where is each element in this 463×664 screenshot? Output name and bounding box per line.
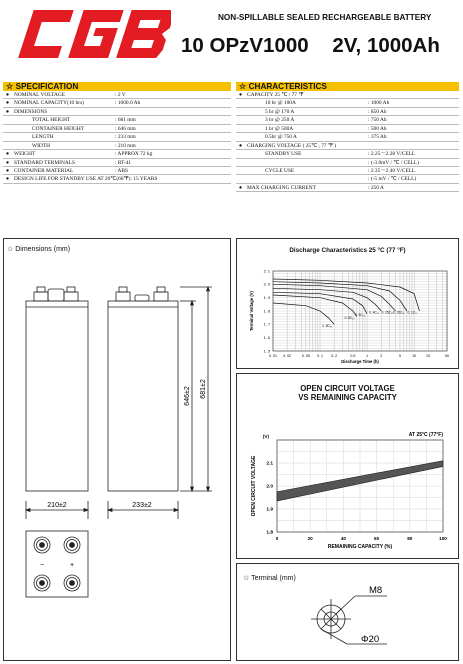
y-tick-label: 1. 7 [263,322,270,327]
row-label [236,159,265,167]
row-label [236,142,336,150]
row-label [236,116,294,124]
row-value: : 1000.0 Ah [115,100,141,107]
battery-front-view [26,287,88,519]
series-label: 0. 1C₁₀ [407,310,418,315]
bullet-icon: ● [5,108,10,115]
row-value: : (-3.0mV / ℃ / CELL) [368,159,419,166]
ocv-chart-title: OPEN CIRCUIT VOLTAGE VS REMAINING CAPACITY [298,384,397,402]
characteristics-title: ☆ CHARACTERISTICS [236,82,459,91]
row-label [3,116,70,124]
row-value: : APPROX 72 kg [115,151,153,158]
y-tick-label: 2. 1 [263,269,270,274]
row-label [3,150,35,158]
table-row [3,150,231,158]
row-label [3,108,47,116]
table-row [236,133,459,141]
series-label: 0. 15C₁₀ [393,310,405,315]
row-label-text: TOTAL HEIGHT [32,117,71,124]
row-value: : 2.25～2.28 V/CELL [368,151,416,158]
row-label [3,142,50,150]
bullet-icon: ● [5,92,10,98]
x-tick-label: 0. 05 [301,354,310,358]
chart-annotation: AT 25°C (77°F) [408,432,443,438]
bullet-icon: ● [238,92,243,98]
table-row [236,108,459,116]
row-label-text: 3 hr @ 250 A [265,117,295,124]
row-value: : 750 Ah [368,117,387,124]
y-tick-label: 1. 5 [263,349,270,354]
x-tick-label: 0. 02 [283,354,292,358]
x-axis-label: Discharge Time (h) [341,359,379,364]
terminal-panel [236,563,459,661]
row-label [236,175,265,183]
row-value: : 2 V [115,92,126,98]
table-row [3,99,231,107]
table-row [3,142,231,150]
row-label-text: 10 hr @ 100A [265,100,296,107]
row-label [236,99,296,107]
table-row [236,142,459,150]
ocv-chart [237,374,458,557]
terminal-core-0 [40,543,45,548]
y-tick-label: 1.8 [266,530,273,536]
row-value: : (-5 mV / ℃ / CELL) [368,176,417,183]
row-value: : 210 mm [115,142,136,149]
length-label: 233±2 [132,502,152,509]
row-value: : 850 Ah [368,108,387,115]
terminal-drawing [237,564,458,659]
logo-letter-0 [18,10,74,58]
table-row [236,116,459,124]
row-label [3,175,158,183]
y-tick-label: 2. 0 [263,282,270,287]
y-axis-label: Terminal Voltage (V) [249,291,254,331]
bullet-icon: ● [5,176,10,183]
y-tick-label: 1. 8 [263,309,270,314]
row-label-text: NOMINAL VOLTAGE [14,92,66,98]
battery-top-view [26,531,88,597]
width-label: 210±2 [47,502,67,509]
row-label-text: 1 hr @ 500A [265,125,294,132]
bullet-icon: ● [5,159,10,166]
minus-terminal-sign: − [39,562,45,569]
row-label [3,99,84,107]
terminal-title: ☆ Terminal (mm) [243,575,296,582]
plus-terminal-sign: + [69,562,75,569]
row-value: : 375 Ah [368,134,387,141]
discharge-chart [237,239,458,367]
row-label [3,167,73,175]
row-label [3,125,84,133]
battery-side-view [108,287,212,519]
x-tick-label: 100 [439,536,447,541]
x-axis-label: REMAINING CAPACITY (%) [327,544,393,550]
row-value: : ABS [115,167,129,174]
product-tagline: NON-SPILLABLE SEALED RECHARGEABLE BATTERY [218,13,432,22]
row-label-text: STANDARD TERMINALS [14,159,76,166]
y-unit-label: (V) [262,434,269,439]
dimensions-title: ☆ Dimensions (mm) [7,246,71,253]
cgb-logo-icon [5,6,171,62]
row-value: : 500 Ah [368,125,387,132]
series-label: 0. 6C₁₀ [355,313,366,318]
x-tick-label: 20 [307,536,313,541]
row-label-text: MAX CHARGING CURRENT [247,184,316,191]
series-label: 0. 25C₁₀ [381,310,394,315]
terminal-core-1 [70,543,75,548]
row-value: : 681 mm [115,117,136,124]
x-tick-label: 50 [445,354,449,358]
bullet-icon: ● [5,151,10,158]
row-label-text: WEIGHT [14,151,36,158]
discharge-chart-panel [236,238,459,369]
x-tick-label: 10 [412,354,417,358]
x-tick-label: 80 [407,536,413,541]
row-label-text: WIDTH [32,142,50,149]
row-label-text: DIMENSIONS [14,108,48,115]
table-row [236,167,459,175]
row-label-text: NOMINAL CAPACITY(10 hrs) [14,100,84,107]
table-row [3,167,231,175]
table-row [3,175,231,183]
rating: 2V, 1000Ah [332,34,440,57]
table-row [3,91,231,99]
row-label-text: CONTAINER HEIGHT [32,125,85,132]
table-row [236,91,459,99]
x-tick-label: 0. 1 [317,354,324,358]
diameter-label: Φ20 [361,634,380,645]
series-label: 1. 5C₁₀ [322,323,333,328]
y-tick-label: 2.1 [266,461,273,467]
y-tick-label: 2.0 [266,484,273,490]
x-tick-label: 40 [340,536,346,541]
series-label: 0. 8C₁₀ [344,315,355,320]
x-tick-label: 0. 01 [269,354,277,358]
x-tick-label: 0. 2 [331,354,338,358]
row-label [236,150,301,158]
total-height-label: 681±2 [200,379,207,399]
specification-table [3,82,231,227]
table-row [236,150,459,158]
row-value: : 646 mm [115,125,136,132]
bullet-icon: ● [5,100,10,107]
thread-label: M8 [369,585,383,596]
row-label-text: CAPACITY 25 ℃ / 77 ℉ [247,92,304,98]
characteristics-table [236,82,459,227]
x-tick-label: 2 [380,354,383,358]
x-tick-label: 5 [398,354,401,358]
bullet-icon: ● [238,184,243,191]
x-tick-label: 0 [275,536,279,541]
x-tick-label: 20 [426,354,431,358]
y-axis-label: OPEN CIRCUIT VOLTAGE [251,455,257,517]
specification-title: ☆ SPECIFICATION [3,82,231,91]
series-label: 0. 4C₁₀ [369,310,380,315]
logo-letter-2 [116,10,171,58]
row-label-text: CHARGING VOLTAGE ( 25℃ , 77 ℉ ) [247,142,337,149]
row-value: : 250 A [368,184,384,191]
row-label [236,91,303,99]
row-label [3,91,65,99]
table-row [236,184,459,192]
table-row [3,125,231,133]
row-label-text: CONTAINER MATERIAL [14,167,74,174]
ocv-chart-panel [236,373,459,559]
bullet-icon: ● [238,142,243,149]
table-row [3,133,231,141]
row-value: : 233 mm [115,134,136,141]
row-label-text [245,176,265,182]
dimensions-panel [3,238,231,661]
row-value: : RT-41 [115,159,132,166]
row-label [236,108,294,116]
model-title [181,34,463,58]
bullet-icon: ● [5,167,10,174]
row-label [236,167,294,175]
row-label [236,133,297,141]
table-row [3,108,231,116]
row-label-text: 5 hr @ 170 A [265,108,295,115]
row-label-text: STANDBY USE [265,151,302,158]
container-height-label: 646±2 [184,386,191,406]
table-row [236,175,459,183]
table-row [3,116,231,124]
discharge-chart-title: Discharge Characteristics 25 °C (77 °F) [289,247,406,254]
row-label-text: DESIGN LIFE FOR STANDBY USE AT 20℃(68℉): 15 YEARS [14,176,158,183]
x-tick-label: 1 [366,354,369,358]
brand-logo [5,6,171,67]
row-label-text [245,160,265,166]
row-value: : 2.35～2.40 V/CELL [368,167,416,174]
y-tick-label: 1. 9 [263,295,270,300]
row-label [236,184,316,192]
x-tick-label: 60 [374,536,380,541]
table-row [236,125,459,133]
table-row [236,159,459,167]
row-label [3,133,54,141]
model-name: 10 OPzV1000 [181,34,309,57]
logo-letter-1 [68,10,124,58]
x-tick-label: 0.5 [350,354,356,358]
row-value: : 1000 Ah [368,100,390,107]
row-label-text: CYCLE USE [265,167,295,174]
row-label [3,159,75,167]
row-label [236,125,293,133]
table-row [236,99,459,107]
terminal-core-3 [70,581,75,586]
y-tick-label: 1. 6 [263,335,270,340]
row-label-text: LENGTH [32,134,54,141]
y-tick-label: 1.9 [266,507,273,513]
dimensions-drawing [4,239,230,659]
row-label-text: 0.5hr @ 750 A [265,134,297,141]
table-row [3,159,231,167]
terminal-core-2 [40,581,45,586]
